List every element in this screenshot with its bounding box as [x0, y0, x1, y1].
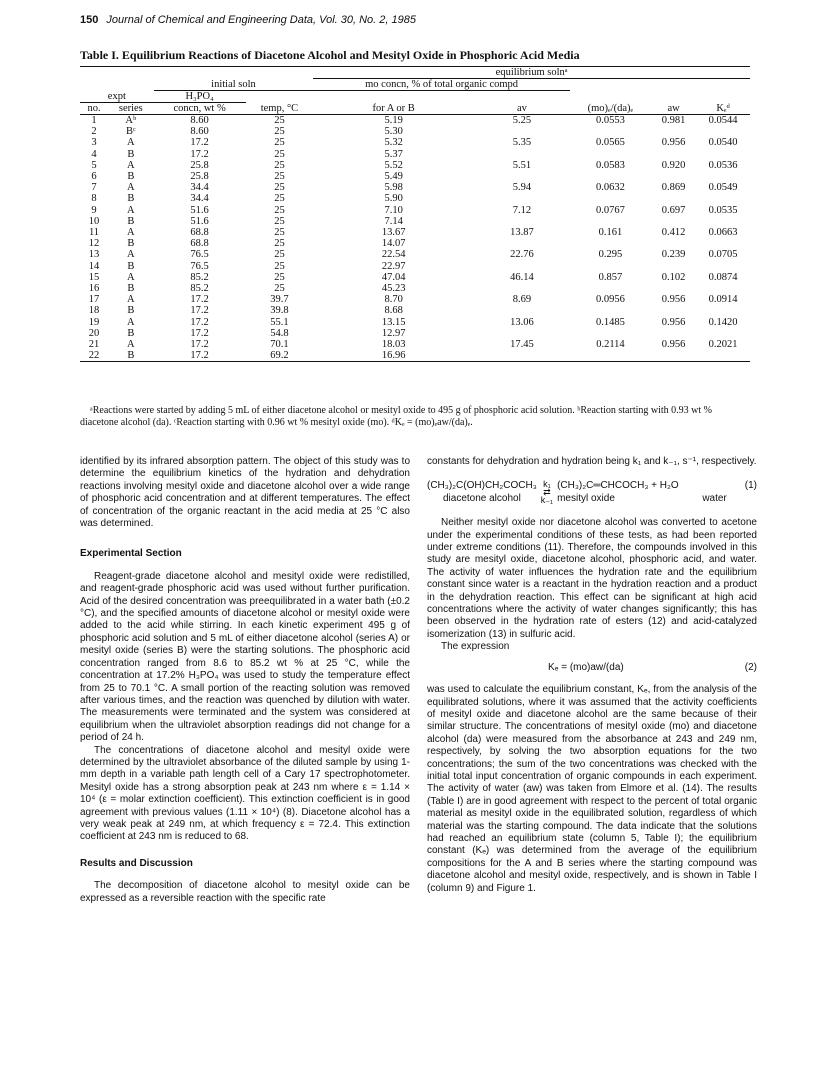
table-cell: 8.69 [512, 294, 532, 306]
group-equilibrium: equilibrium solnᵃ [313, 67, 750, 79]
table-cell: A [127, 159, 135, 171]
table-cell: A [127, 137, 135, 149]
table-cell: 51.6 [190, 215, 209, 227]
table-cell: 51.6 [190, 204, 209, 216]
table-cell: 39.8 [270, 305, 289, 317]
table-cell [570, 216, 651, 227]
table-row [80, 350, 750, 362]
paragraph: The decomposition of diacetone alcohol to mesityl oxide can be expressed as a reversible reaction with the specific rate [80, 880, 410, 904]
table-cell: 0.412 [661, 227, 686, 239]
table-cell: 17.2 [190, 339, 209, 351]
table-cell: 17.2 [190, 327, 209, 339]
table-cell: 8.60 [190, 115, 209, 126]
table-cell: 25 [274, 204, 285, 216]
table-row [80, 305, 750, 316]
group-mo-concn: mo concn, % of total organic compd [313, 79, 570, 91]
table-cell: 0.0549 [708, 182, 738, 194]
column-header: concn, wt % [154, 103, 246, 115]
table-cell: 13.67 [381, 227, 406, 239]
table-cell: 5.51 [512, 159, 532, 171]
table-cell: 13 [88, 249, 100, 261]
table-row [80, 238, 750, 249]
table-cell: 25.8 [190, 171, 209, 183]
table-cell: 25.8 [190, 159, 209, 171]
table-cell: 0.0565 [596, 137, 625, 149]
table-cell: 0.0544 [708, 115, 738, 126]
paragraph: Neither mesityl oxide nor diacetone alcohol was converted to acetone under the experimental conditions of these tests, as had been reported under extreme conditions (11). Therefore, the compounds involved in this study are mesityl oxide, diacetone alcohol, phosphoric acid, and water. The activity of water influences the hydration rate and the equilibrium constant since water is a reactant in the hydration reaction and a product in the dehydration reaction. This effect can be significant at high acid concentrations where the activity of water changes significantly; this has been observed in the hydration rate of esters (12) and acid-catalyzed isomerization (13) in sulfuric acid. [427, 517, 757, 640]
table-footnotes: ᵃReactions were started by adding 5 mL of either diacetone alcohol or mesityl oxide to 495 g of phosphoric acid solution. ᵇReaction starting with 0.93 wt % diacetone alcohol (da). ᶜReaction starting with 0.96 wt % mesityl oxide (mo). ᵈKₑ = (mo)ₑaw/(da)ₑ. [80, 405, 712, 428]
table-cell: 25 [274, 249, 285, 261]
table-cell: 5.49 [384, 171, 403, 183]
product-name: mesityl oxide [557, 492, 615, 504]
table-cell [696, 350, 750, 362]
table-row [80, 182, 750, 193]
table-cell: Aᵇ [125, 115, 137, 126]
table-row [80, 137, 750, 148]
table-cell: 25 [274, 283, 285, 295]
paragraph: Reagent-grade diacetone alcohol and mesityl oxide were redistilled, and reagent-grade phosphoric acid was used without further purification. Acid of the desired concentration was preequilibrated in a water bath (±0.2 °C), and the specified amounts of diacetone alcohol or mesityl oxide were added to the acid while stirring. In each kinetic experiment 495 g of phosphoric acid solution and 5 mL of either diacetone alcohol (series A) or mesityl oxide (series B) were the starting solutions. The phosphoric acid concentration ranged from 8.6 to 85.2 wt % at 25 °C, while the concentration at 17.2% H₃PO₄ was used to study the temperature effect from 25 to 70.1 °C. A small portion of the reacting solution was removed after various times, and the reaction was quenched by dilution with water. The measurements were terminated and the system was considered at equilibrium when the ultraviolet absorption readings did not change for a period of 24 h. [80, 570, 410, 744]
equation-2 [427, 662, 757, 674]
table-cell: 7.10 [384, 204, 403, 216]
table-cell: 0.956 [661, 294, 686, 306]
table-cell: 54.8 [270, 327, 289, 339]
table-cell: 17.2 [154, 350, 246, 362]
table-cell: 0.161 [598, 227, 623, 239]
table-cell: Bᶜ [125, 126, 136, 138]
table-cell: 17.2 [190, 305, 209, 317]
table-cell: A [127, 182, 135, 194]
table-cell: B [127, 238, 135, 250]
table-cell: 55.1 [270, 316, 289, 328]
table-cell [474, 149, 570, 160]
table-cell: 12.97 [381, 327, 406, 339]
column-header-row [80, 103, 750, 115]
reactant-formula: (CH₃)₂C(OH)CH₂COCH₃ [427, 480, 537, 492]
table-cell: 13.15 [381, 316, 406, 328]
table-cell: 5.90 [384, 193, 403, 205]
table-cell [651, 193, 696, 204]
column-header: aw [651, 103, 696, 115]
table-cell: 34.4 [190, 193, 209, 205]
table-cell [570, 261, 651, 272]
table-cell: 25 [274, 159, 285, 171]
table-cell: 0.0914 [708, 294, 738, 306]
table-cell [651, 149, 696, 160]
table-cell: B [127, 171, 135, 183]
table-cell: 47.04 [381, 271, 406, 283]
column-header: (mo)ₑ/(da)ₑ [570, 103, 651, 115]
table-row [80, 193, 750, 204]
table-cell: 0.697 [661, 204, 686, 216]
table-cell: 25 [274, 238, 285, 250]
table-cell [651, 261, 696, 272]
table-cell: 21 [88, 339, 100, 351]
group-expt: expt [80, 91, 154, 103]
table-cell: 76.5 [190, 260, 209, 272]
table-cell: 25 [274, 137, 285, 149]
table-cell: 0.0874 [708, 271, 738, 283]
table-cell: 5.37 [384, 148, 403, 160]
table-cell: 0.869 [661, 182, 686, 194]
table-cell [474, 283, 570, 294]
table-cell: 7.12 [512, 204, 532, 216]
table-cell: 0.1485 [596, 316, 625, 328]
table-cell [570, 283, 651, 294]
table-cell: 10 [88, 215, 100, 227]
table-cell: 85.2 [190, 283, 209, 295]
table-cell: 14.07 [381, 238, 406, 250]
table-cell [570, 238, 651, 249]
table-cell: B [127, 327, 135, 339]
table-cell [474, 238, 570, 249]
table-cell [474, 126, 570, 137]
table-cell: 8 [91, 193, 97, 205]
table-cell: 9 [91, 204, 97, 216]
table-cell: 8.60 [190, 126, 209, 138]
table-cell: 69.2 [246, 350, 314, 362]
table-cell: 5.98 [384, 182, 403, 194]
table-cell: 25 [274, 227, 285, 239]
table-cell: B [127, 148, 135, 160]
table-row [80, 216, 750, 227]
paragraph: constants for dehydration and hydration being k₁ and k₋₁, s⁻¹, respectively. [427, 456, 757, 467]
reactant-name: diacetone alcohol [442, 492, 521, 504]
table-cell: 13.87 [510, 227, 534, 239]
table-cell [651, 350, 696, 362]
table-cell: B [127, 260, 135, 272]
paragraph: The expression [441, 641, 510, 653]
table-cell [474, 193, 570, 204]
table-cell: 7.14 [384, 215, 403, 227]
column-header: no. [80, 103, 108, 115]
table-cell: B [108, 350, 154, 362]
table-cell [696, 171, 750, 182]
table-cell: 68.8 [190, 227, 209, 239]
table-cell: 0.0956 [596, 294, 625, 306]
table-cell [696, 193, 750, 204]
table-row [80, 126, 750, 137]
table-cell: 70.1 [270, 339, 289, 351]
table-cell: 16 [88, 283, 100, 295]
table-cell [696, 328, 750, 339]
table-cell [651, 238, 696, 249]
table-cell [570, 305, 651, 316]
table-cell: 39.7 [270, 294, 289, 306]
table-cell: 17.2 [190, 316, 209, 328]
table-cell: A [127, 227, 135, 239]
table-cell: 68.8 [190, 238, 209, 250]
table-cell: 15 [88, 271, 100, 283]
equation-1 [427, 480, 757, 505]
table-cell: 0.0632 [596, 182, 625, 194]
table-cell: 0.956 [661, 137, 686, 149]
table-cell [474, 305, 570, 316]
table-cell [474, 216, 570, 227]
table-cell [570, 149, 651, 160]
column-header: for A or B [313, 103, 474, 115]
column-header: series [108, 103, 154, 115]
table-cell: A [127, 249, 135, 261]
table-cell: 0.2021 [708, 339, 738, 351]
journal-citation: Journal of Chemical and Engineering Data, Vol. 30, No. 2, 1985 [106, 14, 416, 26]
table-cell: 0.2114 [596, 339, 625, 351]
table-cell: 25 [274, 148, 285, 160]
table-row [80, 160, 750, 171]
table-cell: 25 [274, 126, 285, 138]
table-cell: 5.52 [384, 159, 403, 171]
table-cell: 34.4 [190, 182, 209, 194]
table-cell: A [127, 294, 135, 306]
table-cell: 17.2 [190, 148, 209, 160]
table-cell: A [127, 271, 135, 283]
table-cell [474, 328, 570, 339]
table-row [80, 171, 750, 182]
table-cell: 5 [91, 159, 97, 171]
table-cell: A [127, 204, 135, 216]
table-row [80, 272, 750, 283]
equation-number: (1) [744, 480, 757, 492]
product-formula: (CH₃)₂C═CHCOCH₃ + H₂O [557, 480, 679, 492]
table-cell: 5.32 [384, 137, 403, 149]
table-cell: 0.981 [661, 115, 686, 126]
table-cell: 22.97 [381, 260, 406, 272]
paragraph: The concentrations of diacetone alcohol and mesityl oxide were determined by the ultraviolet absorbance of the diluted sample by using 1-mm depth in a variable path length cell of a Cary 17 spectrophotometer. Mesityl oxide has a strong absorption peak at 243 nm where ε = 1.14 × 10⁴ (ε = molar extinction coefficient). This extinction coefficient is in good agreement with previous values (1.11 × 10⁴) (8). Diacetone alcohol has a very weak peak at 249 nm, at which frequency ε = 72.4. This extinction coefficient at 243 nm is reduced to 68. [80, 744, 410, 843]
table-cell: 0.295 [598, 249, 623, 261]
table-cell: 16.96 [313, 350, 474, 362]
table-cell: 20 [88, 327, 100, 339]
table-cell: 3 [91, 137, 97, 149]
table-cell [651, 216, 696, 227]
table-row [80, 294, 750, 305]
table-cell: 0.920 [661, 159, 686, 171]
table-cell: B [127, 283, 135, 295]
table-cell [570, 171, 651, 182]
table-cell: 13.06 [510, 316, 534, 328]
table-row [80, 339, 750, 350]
column-header: av [474, 103, 570, 115]
table-cell: 0.956 [661, 339, 686, 351]
running-header [80, 14, 416, 26]
table-cell: 17.45 [510, 339, 534, 351]
table-cell [651, 328, 696, 339]
table-cell [696, 261, 750, 272]
table-row [80, 205, 750, 216]
section-heading: Results and Discussion [80, 857, 193, 869]
table-cell: 5.19 [384, 115, 403, 126]
table-cell [570, 328, 651, 339]
table-cell: 0.0583 [596, 159, 625, 171]
table-cell: 17.2 [190, 137, 209, 149]
table-cell: 0.857 [598, 271, 623, 283]
table-row [80, 261, 750, 272]
table-cell: 25 [274, 260, 285, 272]
right-column [427, 456, 757, 895]
table-cell [474, 261, 570, 272]
table-cell: 0.239 [661, 249, 686, 261]
table-cell [651, 171, 696, 182]
page-number: 150 [80, 14, 99, 26]
table-cell: 46.14 [510, 271, 534, 283]
table-row [80, 328, 750, 339]
column-header: Kₑᵈ [696, 103, 750, 115]
paragraph: was used to calculate the equilibrium constant, Kₑ, from the analysis of the equilibrated solutions, where it was assumed that the activity coefficients of mesityl oxide and diacetone alcohol are the same because of their similar structure. The concentrations of mesityl oxide (mo) and diacetone alcohol (da) were measured from the absorbance at 243 and 249 nm, respectively, by solving the two absorption equations for the two concentrations; the sum of the two concentrations was checked with the initial total input concentration of organic compounds in each experiment. The activity of water (aw) was taken from Elmore et al. (14). The results (Table I) are in good agreement with respect to the percent of total organic material as mesityl oxide in the equilibrated solution, regardless of which material was the starting compound. The data indicate that the solutions had reached an equilibrium state (column 5, Table I); the equilibrium constant (Kₑ) was determined from the average of the equilibrium compositions for the A and B series where the starting compound was diacetone alcohol and mesityl oxide, respectively, and is shown in Table I (column 9) and Figure 1. [427, 684, 757, 894]
table-cell: 18 [88, 305, 100, 317]
table-cell: 6 [91, 171, 97, 183]
table-cell [651, 283, 696, 294]
table-cell: 5.30 [384, 126, 403, 138]
table-cell: 45.23 [381, 283, 406, 295]
table-cell: 25 [274, 193, 285, 205]
table-cell [651, 126, 696, 137]
table-cell [696, 126, 750, 137]
table-cell: B [127, 215, 135, 227]
table-cell [474, 171, 570, 182]
table-cell: 76.5 [190, 249, 209, 261]
table-cell: 5.94 [512, 182, 532, 194]
table-cell: 0.0536 [708, 159, 738, 171]
table-cell [696, 283, 750, 294]
table-cell: 25 [274, 115, 285, 126]
table-cell: 17 [88, 294, 100, 306]
table-cell: 25 [274, 182, 285, 194]
table-cell: 0.102 [661, 271, 686, 283]
table-cell: 85.2 [190, 271, 209, 283]
table-row [80, 317, 750, 328]
table-cell [696, 238, 750, 249]
group-h3po4: H₃PO₄ [154, 91, 246, 103]
equilibrium-arrow: k₁ ⇄ k₋₁ [540, 479, 554, 506]
table-cell: 1 [91, 115, 97, 126]
table-cell [696, 149, 750, 160]
table-cell: 25 [274, 271, 285, 283]
table-cell: 0.0663 [708, 227, 738, 239]
table-cell: 22.76 [510, 249, 534, 261]
table-cell: 7 [91, 182, 97, 194]
column-header: temp, °C [246, 103, 314, 115]
table-cell [570, 350, 651, 362]
table-cell: 0.0767 [596, 204, 625, 216]
table-cell: 5.25 [512, 115, 532, 126]
table-cell: 14 [88, 260, 100, 272]
paragraph: identified by its infrared absorption pattern. The object of this study was to determine the equilibrium kinetics of the hydration and dehydration reactions involving mesityl oxide and diacetone alcohol over a wide range of phosphoric acid concentration and at different temperatures. The effect of concentration of the organic reactant in the acid media at 25 °C also was determined. [80, 456, 410, 530]
table-cell: 22 [80, 350, 108, 362]
group-initial: initial soln [154, 79, 314, 91]
table-cell: B [127, 305, 135, 317]
table-cell: 5.35 [512, 137, 532, 149]
table-cell: 0.0535 [708, 204, 738, 216]
table-cell: 8.70 [384, 294, 403, 306]
table-cell: A [127, 316, 135, 328]
equation-number: (2) [744, 661, 757, 673]
table-cell: 19 [88, 316, 100, 328]
table-cell: 18.03 [381, 339, 406, 351]
equation-body: Kₑ = (mo)aw/(da) [548, 661, 624, 673]
water-label: water [702, 492, 727, 504]
table-cell: 0.1420 [708, 316, 738, 328]
left-column [80, 456, 410, 905]
table-cell [570, 193, 651, 204]
table-row [80, 149, 750, 160]
table-title: Table I. Equilibrium Reactions of Diacetone Alcohol and Mesityl Oxide in Phosphoric Acid Media [80, 48, 580, 62]
table-cell: 17.2 [190, 294, 209, 306]
table-row [80, 115, 750, 127]
table-cell: 8.68 [384, 305, 403, 317]
table-cell: B [127, 193, 135, 205]
table-cell [474, 350, 570, 362]
table-cell [651, 305, 696, 316]
table-cell: 11 [88, 227, 100, 239]
table-cell [570, 126, 651, 137]
table-cell: 0.0705 [708, 249, 738, 261]
table-cell [696, 216, 750, 227]
table-row [80, 227, 750, 238]
table-cell: 22.54 [381, 249, 406, 261]
table-cell: 2 [91, 126, 97, 138]
table-cell: 4 [91, 148, 97, 160]
table-cell: 12 [88, 238, 100, 250]
table-cell: 0.0540 [708, 137, 738, 149]
table-cell [696, 305, 750, 316]
data-table [80, 66, 750, 362]
table-cell: 0.956 [661, 316, 686, 328]
table-row [80, 249, 750, 260]
table-cell: 25 [274, 215, 285, 227]
table-cell: 25 [274, 171, 285, 183]
table-cell: 0.0553 [596, 115, 625, 126]
table-body [80, 115, 750, 362]
table-row [80, 283, 750, 294]
table-cell: A [127, 339, 135, 351]
section-heading: Experimental Section [80, 548, 182, 560]
